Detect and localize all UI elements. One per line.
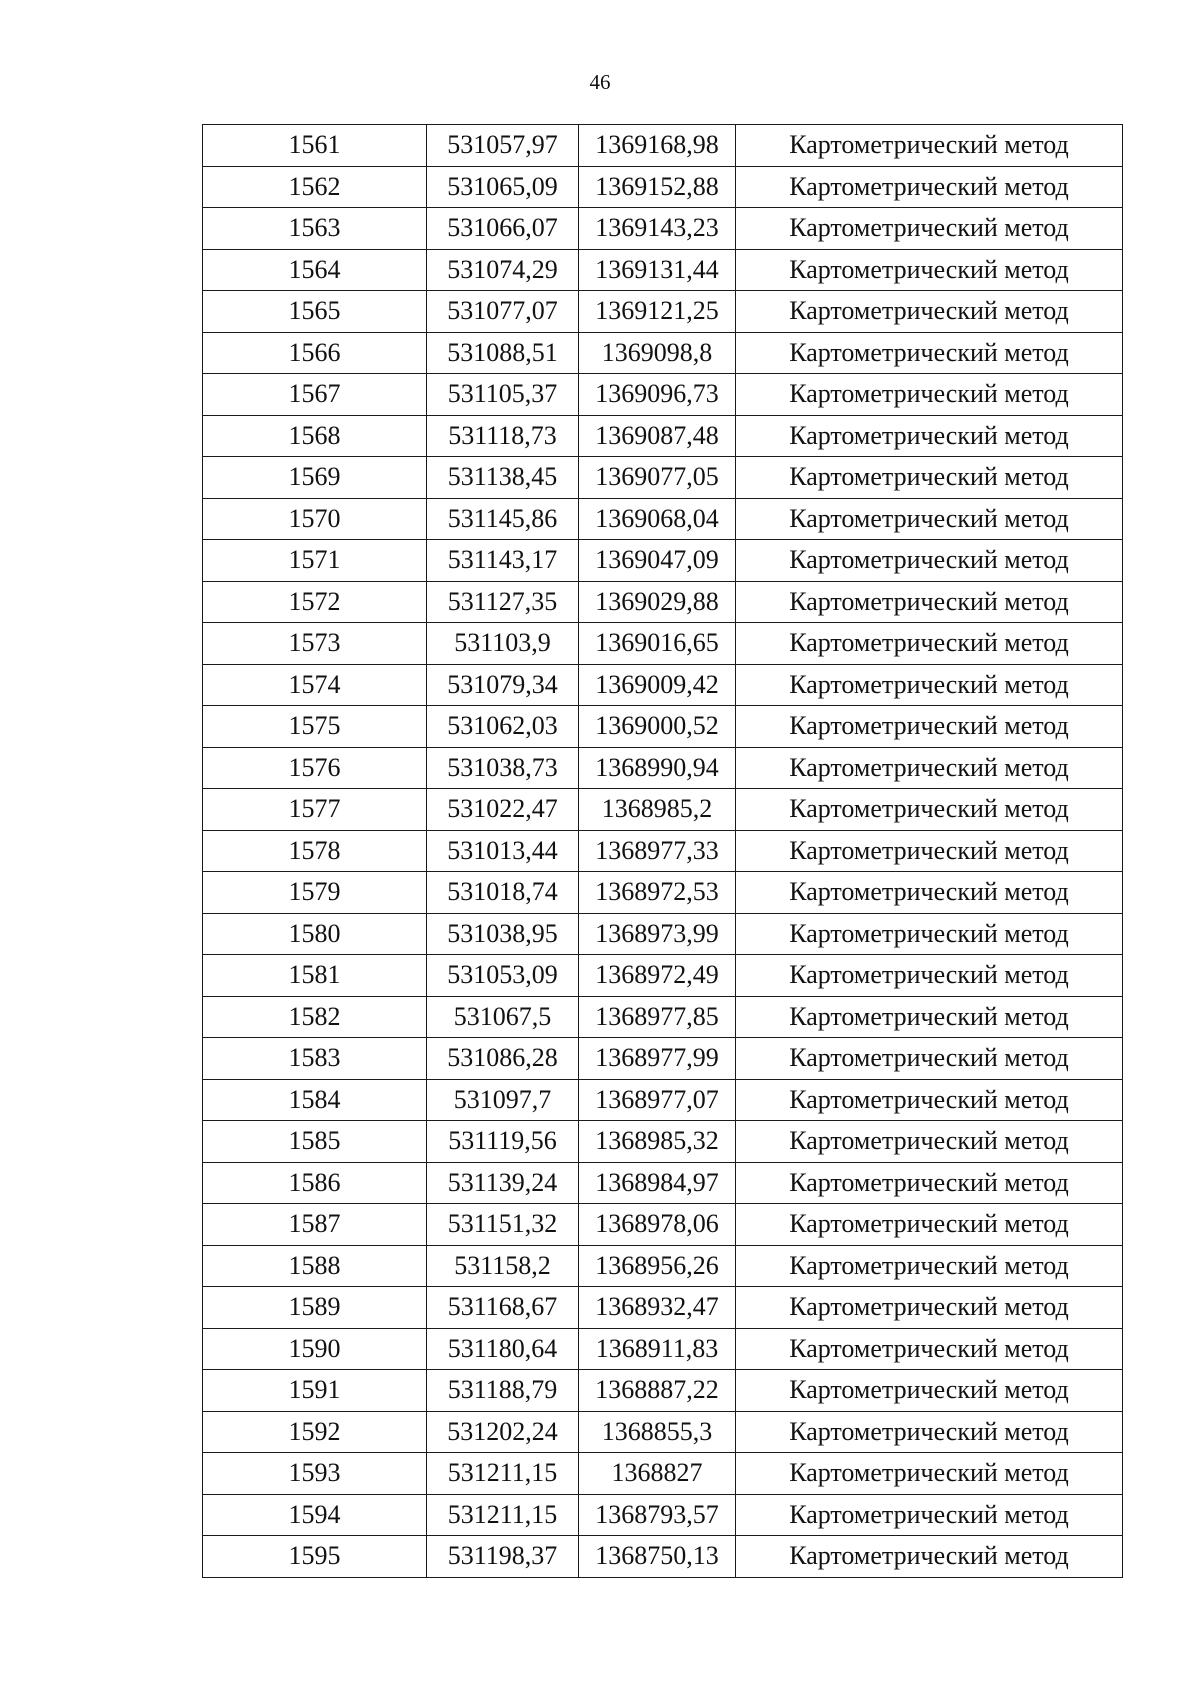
method-cell: Картометрический метод (736, 1121, 1123, 1163)
y-coordinate-cell: 1368977,33 (579, 830, 736, 872)
y-coordinate-cell: 1369168,98 (579, 125, 736, 167)
method-cell: Картометрический метод (736, 913, 1123, 955)
method-cell: Картометрический метод (736, 249, 1123, 291)
y-coordinate-cell: 1368793,57 (579, 1494, 736, 1536)
method-cell: Картометрический метод (736, 166, 1123, 208)
point-number-cell: 1587 (203, 1204, 427, 1246)
method-cell: Картометрический метод (736, 1494, 1123, 1536)
y-coordinate-cell: 1368855,3 (579, 1411, 736, 1453)
table-row (203, 208, 1123, 250)
method-cell: Картометрический метод (736, 623, 1123, 665)
point-number-cell: 1595 (203, 1536, 427, 1578)
table-row (203, 996, 1123, 1038)
method-cell: Картометрический метод (736, 1411, 1123, 1453)
y-coordinate-cell: 1369087,48 (579, 415, 736, 457)
point-number-cell: 1564 (203, 249, 427, 291)
point-number-cell: 1563 (203, 208, 427, 250)
table-row (203, 664, 1123, 706)
x-coordinate-cell: 531022,47 (427, 789, 579, 831)
method-cell: Картометрический метод (736, 1204, 1123, 1246)
y-coordinate-cell: 1368977,07 (579, 1079, 736, 1121)
method-cell: Картометрический метод (736, 581, 1123, 623)
table-row (203, 415, 1123, 457)
y-coordinate-cell: 1368972,49 (579, 955, 736, 997)
point-number-cell: 1571 (203, 540, 427, 582)
x-coordinate-cell: 531138,45 (427, 457, 579, 499)
point-number-cell: 1592 (203, 1411, 427, 1453)
x-coordinate-cell: 531086,28 (427, 1038, 579, 1080)
y-coordinate-cell: 1369131,44 (579, 249, 736, 291)
point-number-cell: 1565 (203, 291, 427, 333)
point-number-cell: 1573 (203, 623, 427, 665)
x-coordinate-cell: 531062,03 (427, 706, 579, 748)
x-coordinate-cell: 531088,51 (427, 332, 579, 374)
method-cell: Картометрический метод (736, 1287, 1123, 1329)
table-row (203, 872, 1123, 914)
method-cell: Картометрический метод (736, 830, 1123, 872)
point-number-cell: 1593 (203, 1453, 427, 1495)
x-coordinate-cell: 531103,9 (427, 623, 579, 665)
point-number-cell: 1591 (203, 1370, 427, 1412)
coordinates-table-body (203, 125, 1123, 1578)
y-coordinate-cell: 1368990,94 (579, 747, 736, 789)
page-number: 46 (589, 70, 611, 94)
x-coordinate-cell: 531077,07 (427, 291, 579, 333)
x-coordinate-cell: 531168,67 (427, 1287, 579, 1329)
table-row (203, 581, 1123, 623)
point-number-cell: 1584 (203, 1079, 427, 1121)
point-number-cell: 1561 (203, 125, 427, 167)
table-row (203, 1328, 1123, 1370)
table-row (203, 540, 1123, 582)
x-coordinate-cell: 531105,37 (427, 374, 579, 416)
y-coordinate-cell: 1368887,22 (579, 1370, 736, 1412)
point-number-cell: 1567 (203, 374, 427, 416)
y-coordinate-cell: 1369016,65 (579, 623, 736, 665)
method-cell: Картометрический метод (736, 996, 1123, 1038)
x-coordinate-cell: 531097,7 (427, 1079, 579, 1121)
y-coordinate-cell: 1369096,73 (579, 374, 736, 416)
table-row (203, 1038, 1123, 1080)
y-coordinate-cell: 1368972,53 (579, 872, 736, 914)
method-cell: Картометрический метод (736, 125, 1123, 167)
table-row (203, 1536, 1123, 1578)
table-row (203, 291, 1123, 333)
point-number-cell: 1582 (203, 996, 427, 1038)
method-cell: Картометрический метод (736, 1079, 1123, 1121)
method-cell: Картометрический метод (736, 332, 1123, 374)
point-number-cell: 1572 (203, 581, 427, 623)
method-cell: Картометрический метод (736, 291, 1123, 333)
point-number-cell: 1590 (203, 1328, 427, 1370)
point-number-cell: 1579 (203, 872, 427, 914)
point-number-cell: 1578 (203, 830, 427, 872)
x-coordinate-cell: 531143,17 (427, 540, 579, 582)
y-coordinate-cell: 1369152,88 (579, 166, 736, 208)
point-number-cell: 1586 (203, 1162, 427, 1204)
table-row (203, 1121, 1123, 1163)
y-coordinate-cell: 1369029,88 (579, 581, 736, 623)
method-cell: Картометрический метод (736, 1038, 1123, 1080)
x-coordinate-cell: 531057,97 (427, 125, 579, 167)
x-coordinate-cell: 531018,74 (427, 872, 579, 914)
x-coordinate-cell: 531119,56 (427, 1121, 579, 1163)
method-cell: Картометрический метод (736, 872, 1123, 914)
x-coordinate-cell: 531074,29 (427, 249, 579, 291)
point-number-cell: 1589 (203, 1287, 427, 1329)
x-coordinate-cell: 531139,24 (427, 1162, 579, 1204)
point-number-cell: 1581 (203, 955, 427, 997)
method-cell: Картометрический метод (736, 955, 1123, 997)
x-coordinate-cell: 531079,34 (427, 664, 579, 706)
table-row (203, 166, 1123, 208)
x-coordinate-cell: 531013,44 (427, 830, 579, 872)
table-row (203, 1370, 1123, 1412)
table-row (203, 498, 1123, 540)
point-number-cell: 1588 (203, 1245, 427, 1287)
point-number-cell: 1574 (203, 664, 427, 706)
y-coordinate-cell: 1369047,09 (579, 540, 736, 582)
y-coordinate-cell: 1368750,13 (579, 1536, 736, 1578)
table-row (203, 1204, 1123, 1246)
method-cell: Картометрический метод (736, 1536, 1123, 1578)
y-coordinate-cell: 1368827 (579, 1453, 736, 1495)
y-coordinate-cell: 1369009,42 (579, 664, 736, 706)
y-coordinate-cell: 1369000,52 (579, 706, 736, 748)
method-cell: Картометрический метод (736, 1245, 1123, 1287)
method-cell: Картометрический метод (736, 747, 1123, 789)
table-row (203, 374, 1123, 416)
y-coordinate-cell: 1368932,47 (579, 1287, 736, 1329)
y-coordinate-cell: 1369121,25 (579, 291, 736, 333)
table-row (203, 1162, 1123, 1204)
point-number-cell: 1583 (203, 1038, 427, 1080)
x-coordinate-cell: 531145,86 (427, 498, 579, 540)
y-coordinate-cell: 1368978,06 (579, 1204, 736, 1246)
point-number-cell: 1575 (203, 706, 427, 748)
method-cell: Картометрический метод (736, 208, 1123, 250)
x-coordinate-cell: 531180,64 (427, 1328, 579, 1370)
x-coordinate-cell: 531151,32 (427, 1204, 579, 1246)
y-coordinate-cell: 1368985,2 (579, 789, 736, 831)
table-row (203, 955, 1123, 997)
x-coordinate-cell: 531118,73 (427, 415, 579, 457)
point-number-cell: 1568 (203, 415, 427, 457)
table-row (203, 1453, 1123, 1495)
table-row (203, 332, 1123, 374)
method-cell: Картометрический метод (736, 706, 1123, 748)
x-coordinate-cell: 531066,07 (427, 208, 579, 250)
point-number-cell: 1580 (203, 913, 427, 955)
point-number-cell: 1569 (203, 457, 427, 499)
method-cell: Картометрический метод (736, 1162, 1123, 1204)
table-row (203, 1079, 1123, 1121)
x-coordinate-cell: 531127,35 (427, 581, 579, 623)
method-cell: Картометрический метод (736, 1370, 1123, 1412)
table-row (203, 623, 1123, 665)
point-number-cell: 1594 (203, 1494, 427, 1536)
x-coordinate-cell: 531188,79 (427, 1370, 579, 1412)
y-coordinate-cell: 1369143,23 (579, 208, 736, 250)
x-coordinate-cell: 531053,09 (427, 955, 579, 997)
y-coordinate-cell: 1369068,04 (579, 498, 736, 540)
x-coordinate-cell: 531198,37 (427, 1536, 579, 1578)
y-coordinate-cell: 1368911,83 (579, 1328, 736, 1370)
point-number-cell: 1576 (203, 747, 427, 789)
x-coordinate-cell: 531202,24 (427, 1411, 579, 1453)
method-cell: Картометрический метод (736, 664, 1123, 706)
x-coordinate-cell: 531067,5 (427, 996, 579, 1038)
method-cell: Картометрический метод (736, 374, 1123, 416)
y-coordinate-cell: 1368977,85 (579, 996, 736, 1038)
table-row (203, 249, 1123, 291)
method-cell: Картометрический метод (736, 1328, 1123, 1370)
x-coordinate-cell: 531211,15 (427, 1453, 579, 1495)
y-coordinate-cell: 1368956,26 (579, 1245, 736, 1287)
x-coordinate-cell: 531211,15 (427, 1494, 579, 1536)
method-cell: Картометрический метод (736, 540, 1123, 582)
point-number-cell: 1585 (203, 1121, 427, 1163)
coordinates-table (202, 124, 1123, 1578)
method-cell: Картометрический метод (736, 498, 1123, 540)
x-coordinate-cell: 531065,09 (427, 166, 579, 208)
y-coordinate-cell: 1369077,05 (579, 457, 736, 499)
table-row (203, 457, 1123, 499)
y-coordinate-cell: 1369098,8 (579, 332, 736, 374)
x-coordinate-cell: 531038,95 (427, 913, 579, 955)
method-cell: Картометрический метод (736, 1453, 1123, 1495)
y-coordinate-cell: 1368977,99 (579, 1038, 736, 1080)
method-cell: Картометрический метод (736, 789, 1123, 831)
y-coordinate-cell: 1368973,99 (579, 913, 736, 955)
method-cell: Картометрический метод (736, 415, 1123, 457)
table-row (203, 706, 1123, 748)
point-number-cell: 1570 (203, 498, 427, 540)
y-coordinate-cell: 1368984,97 (579, 1162, 736, 1204)
table-row (203, 747, 1123, 789)
table-row (203, 1411, 1123, 1453)
table-row (203, 1245, 1123, 1287)
y-coordinate-cell: 1368985,32 (579, 1121, 736, 1163)
table-row (203, 125, 1123, 167)
x-coordinate-cell: 531158,2 (427, 1245, 579, 1287)
point-number-cell: 1566 (203, 332, 427, 374)
table-row (203, 1287, 1123, 1329)
table-row (203, 830, 1123, 872)
table-row (203, 913, 1123, 955)
method-cell: Картометрический метод (736, 457, 1123, 499)
x-coordinate-cell: 531038,73 (427, 747, 579, 789)
point-number-cell: 1562 (203, 166, 427, 208)
table-row (203, 789, 1123, 831)
point-number-cell: 1577 (203, 789, 427, 831)
table-row (203, 1494, 1123, 1536)
